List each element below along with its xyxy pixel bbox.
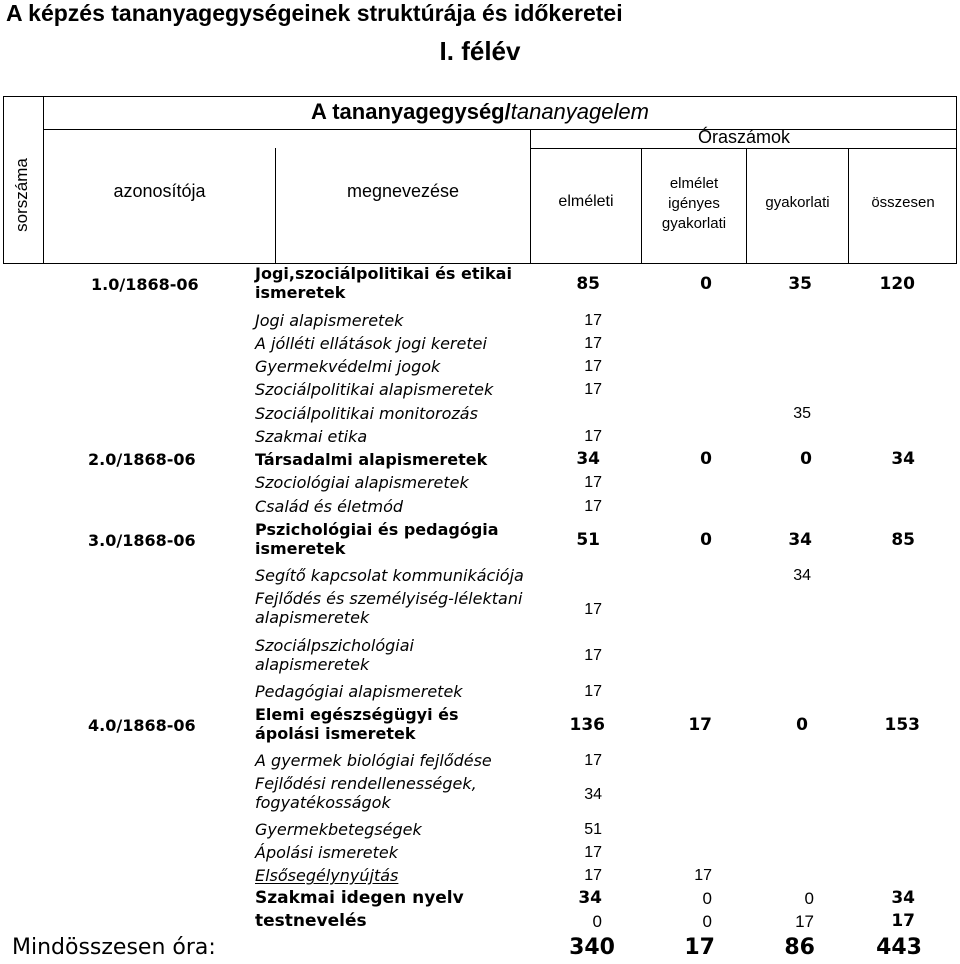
unit-code: 1.0/1868-06 bbox=[91, 275, 199, 294]
extra-elmelet-igenyes: 0 bbox=[702, 889, 712, 908]
element-elmeleti: 17 bbox=[584, 844, 602, 861]
header-group-title: A tananyagegység/tananyagelem bbox=[311, 99, 649, 124]
unit-osszesen: 153 bbox=[884, 715, 920, 735]
unit-name: Jogi,szociálpolitikai és etikai ismeretek bbox=[255, 264, 512, 302]
unit-name: Pszichológiai és pedagógia ismeretek bbox=[255, 520, 499, 558]
element-elmeleti: 17 bbox=[584, 428, 602, 445]
element-name: Család és életmód bbox=[255, 497, 404, 516]
unit-gyakorlati: 0 bbox=[796, 715, 808, 735]
extra-elmeleti: 34 bbox=[578, 888, 602, 908]
extra-name: testnevelés bbox=[255, 911, 367, 931]
element-elmeleti: 17 bbox=[584, 498, 602, 515]
semester-heading: I. félév bbox=[439, 36, 521, 66]
element-elmeleti: 17 bbox=[584, 683, 602, 700]
total-gyakorlati: 86 bbox=[784, 935, 815, 960]
header-sorszama: sorszáma bbox=[12, 158, 31, 232]
element-name: Szociálpolitikai alapismeretek bbox=[255, 380, 494, 399]
unit-gyakorlati: 34 bbox=[788, 530, 812, 550]
unit-elmelet-igenyes: 0 bbox=[700, 530, 712, 550]
element-gyakorlati: 35 bbox=[793, 405, 811, 422]
unit-name: Elemi egészségügyi és ápolási ismeretek bbox=[255, 705, 459, 743]
unit-code: 2.0/1868-06 bbox=[88, 450, 196, 469]
unit-osszesen: 85 bbox=[891, 530, 915, 550]
element-elmeleti: 17 bbox=[584, 647, 602, 664]
header-megnevezese: megnevezése bbox=[346, 181, 460, 201]
extra-elmelet-igenyes: 0 bbox=[702, 912, 712, 931]
unit-elmelet-igenyes: 17 bbox=[688, 715, 712, 735]
unit-elmeleti: 85 bbox=[576, 274, 600, 294]
element-elmeleti: 17 bbox=[584, 335, 602, 352]
element-name: Segítő kapcsolat kommunikációja bbox=[255, 566, 524, 585]
element-name: Fejlődés és személyiség-lélektani alapismeretek bbox=[255, 589, 523, 627]
element-name: Elsősegélynyújtás bbox=[255, 866, 399, 885]
header-elmelet-igenyes: elmélet igényes gyakorlati bbox=[661, 175, 727, 232]
element-name: Szociálpolitikai monitorozás bbox=[255, 404, 478, 423]
unit-elmeleti: 51 bbox=[576, 530, 600, 550]
total-elmelet-igenyes: 17 bbox=[684, 935, 715, 960]
extra-osszesen: 34 bbox=[891, 888, 915, 908]
unit-osszesen: 120 bbox=[879, 274, 915, 294]
totals-label: Mindösszesen óra: bbox=[12, 935, 216, 960]
unit-elmelet-igenyes: 0 bbox=[700, 274, 712, 294]
element-name: Fejlődési rendellenességek, fogyatékosságok bbox=[255, 774, 477, 812]
element-elmeleti: 17 bbox=[584, 312, 602, 329]
header-elmeleti: elméleti bbox=[558, 193, 614, 210]
element-name: Szociálpszichológiai alapismeretek bbox=[255, 636, 414, 674]
element-elmeleti: 17 bbox=[584, 867, 602, 884]
element-name: Gyermekbetegségek bbox=[255, 820, 422, 839]
unit-elmeleti: 136 bbox=[569, 715, 605, 735]
unit-osszesen: 34 bbox=[891, 449, 915, 469]
unit-gyakorlati: 35 bbox=[788, 274, 812, 294]
element-name: Gyermekvédelmi jogok bbox=[255, 357, 441, 376]
unit-elmelet-igenyes: 0 bbox=[700, 449, 712, 469]
unit-name: Társadalmi alapismeretek bbox=[255, 450, 488, 469]
element-elmelet-igenyes: 17 bbox=[694, 867, 712, 884]
extra-elmeleti: 0 bbox=[592, 912, 602, 931]
element-elmeleti: 17 bbox=[584, 752, 602, 769]
total-elmeleti: 340 bbox=[569, 935, 615, 960]
header-gyakorlati: gyakorlati bbox=[765, 194, 830, 211]
extra-gyakorlati: 0 bbox=[804, 889, 814, 908]
element-name: Pedagógiai alapismeretek bbox=[255, 682, 463, 701]
element-name: A gyermek biológiai fejlődése bbox=[255, 751, 492, 770]
extra-name: Szakmai idegen nyelv bbox=[255, 888, 464, 908]
element-name: Szakmai etika bbox=[255, 427, 368, 446]
element-name: A jólléti ellátások jogi keretei bbox=[255, 334, 487, 353]
element-name: Ápolási ismeretek bbox=[255, 843, 399, 862]
element-elmeleti: 17 bbox=[584, 601, 602, 618]
element-elmeleti: 34 bbox=[584, 786, 602, 803]
element-name: Szociológiai alapismeretek bbox=[255, 473, 469, 492]
unit-elmeleti: 34 bbox=[576, 449, 600, 469]
document-title: A képzés tananyagegységeinek struktúrája és időkeretei bbox=[6, 0, 623, 26]
header-osszesen: összesen bbox=[871, 194, 935, 211]
unit-gyakorlati: 0 bbox=[800, 449, 812, 469]
unit-code: 4.0/1868-06 bbox=[88, 716, 196, 735]
element-elmeleti: 17 bbox=[584, 474, 602, 491]
header-oraszamok: Óraszámok bbox=[697, 127, 791, 147]
element-gyakorlati: 34 bbox=[793, 567, 811, 584]
extra-gyakorlati: 17 bbox=[795, 912, 814, 931]
unit-code: 3.0/1868-06 bbox=[88, 531, 196, 550]
total-osszesen: 443 bbox=[876, 935, 922, 960]
element-elmeleti: 17 bbox=[584, 381, 602, 398]
element-name: Jogi alapismeretek bbox=[255, 311, 404, 330]
element-elmeleti: 51 bbox=[584, 821, 602, 838]
extra-osszesen: 17 bbox=[891, 911, 915, 931]
header-azonositoja: azonosítója bbox=[113, 181, 206, 201]
element-elmeleti: 17 bbox=[584, 358, 602, 375]
